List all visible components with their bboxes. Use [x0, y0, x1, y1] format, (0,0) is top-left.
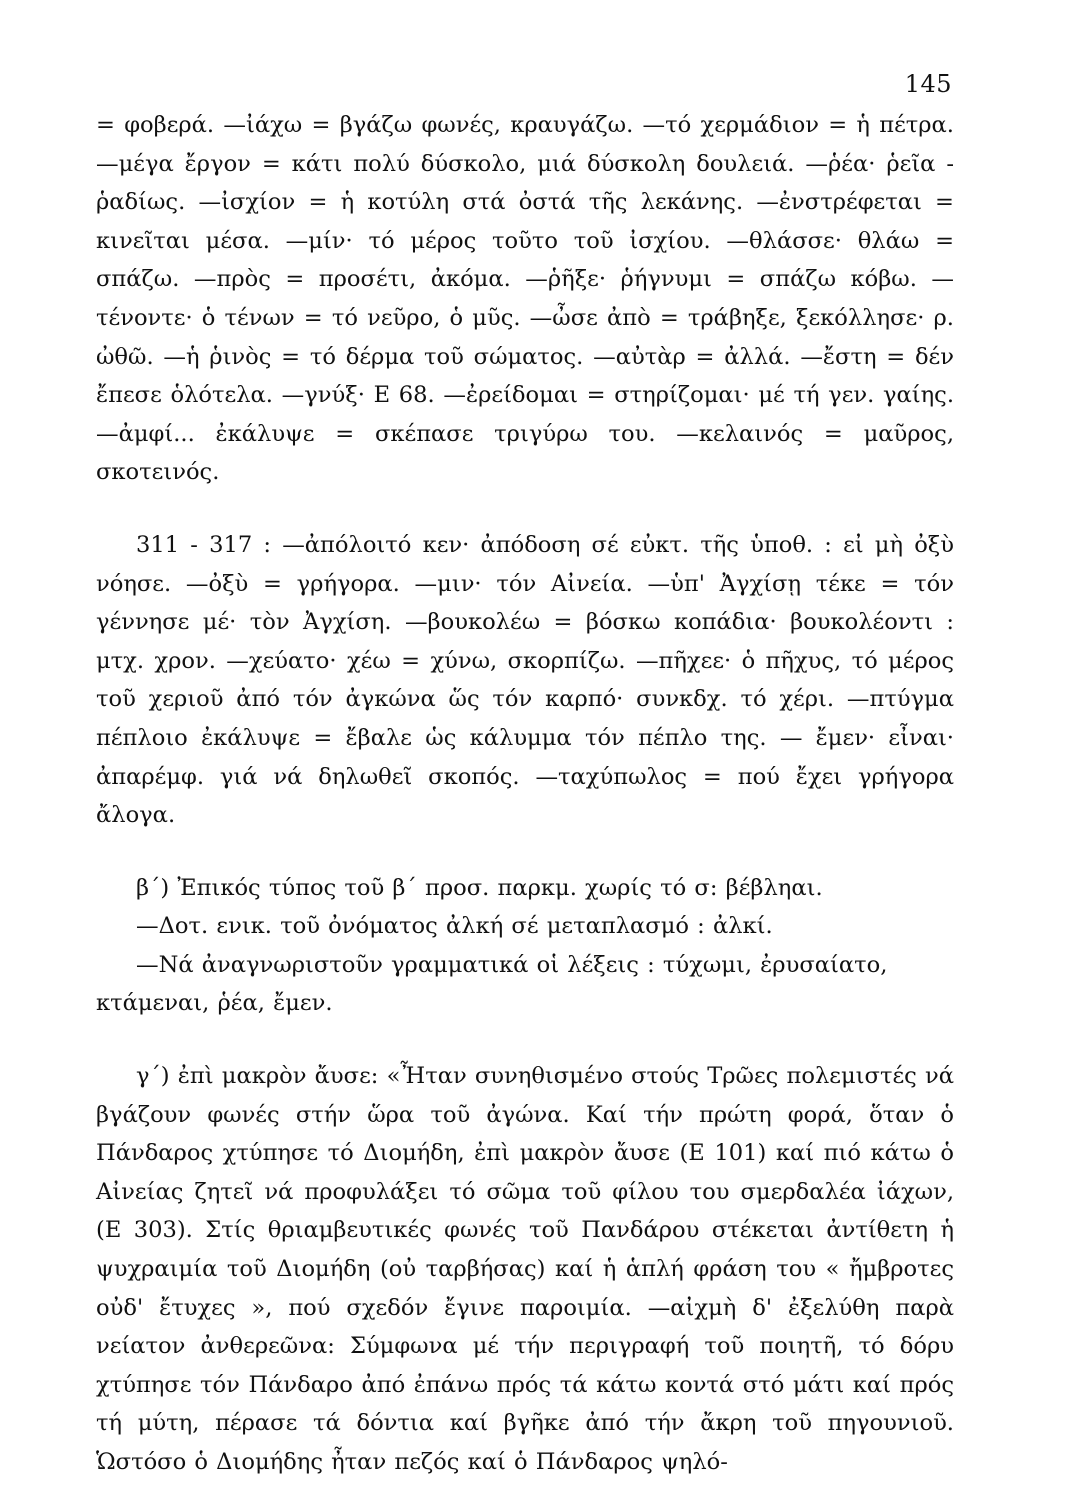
paragraph-exercise-beta: [96, 869, 954, 1023]
exercise-line: —Νά ἀναγνωριστοῦν γραμματικά οἱ λέξεις : τύχωμι, ἐρυσαίατο,: [136, 951, 888, 978]
page-number: 145: [904, 70, 952, 98]
exercise-line: κτάμεναι, ῥέα, ἔμεν.: [96, 990, 333, 1017]
paragraph-gap: [96, 835, 954, 869]
paragraph-glossary-1: = φοβερά. —ἰάχω = βγάζω φωνές, κραυγάζω. —τό χερμάδιον = ἡ πέτρα. —μέγα ἔργον = κάτι πολύ δύσκολο, μιά δύσκολη δουλειά. —ῥέα· ῥεῖα - ῥαδίως. —ἰσχίον = ἡ κοτύλη στά ὀστά τῆς λεκάνης. —ἐνστρέφεται = κινεῖται μέσα. —μίν· τό μέρος τοῦτο τοῦ ἰσχίου. —θλάσσε· θλάω = σπάζω. —πρὸς = προσέτι, ἀκόμα. —ῥῆξε· ῥήγνυμι = σπάζω κόβω. —τένοντε· ὁ τένων = τό νεῦρο, ὁ μῦς. —ὦσε ἀπὸ = τράβηξε, ξεκόλλησε· ρ. ὠθῶ. —ἡ ῥινὸς = τό δέρμα τοῦ σώματος. —αὐτὰρ = ἀλλά. —ἔστη = δέν ἔπεσε ὁλότελα. —γνύξ· Ε 68. —ἐρείδομαι = στηρίζομαι· μέ τή γεν. γαίης. —ἀμφί... ἐκάλυψε = σκέπασε τριγύρω του. —κελαινός = μαῦρος, σκοτεινός.: [96, 112, 954, 486]
text-column: [96, 106, 954, 1482]
paragraph-gap: [96, 492, 954, 526]
exercise-line: β΄) Ἐπικός τύπος τοῦ β΄ προσ. παρκμ. χωρίς τό σ: βέβληαι.: [136, 874, 823, 901]
paragraph-gap: [96, 1023, 954, 1057]
exercise-line: —Δοτ. ενικ. τοῦ ὀνόματος ἀλκή σέ μεταπλασμό : ἀλκί.: [136, 913, 773, 940]
paragraph-commentary-gamma: γ΄) ἐπὶ μακρὸν ἄυσε: «Ἦταν συνηθισμένο στούς Τρῶες πολεμιστές νά βγάζουν φωνές στήν ὥρα τοῦ ἀγώνα. Καί τήν πρώτη φορά, ὅταν ὁ Πάνδαρος χτύπησε τό Διομήδη, ἐπὶ μακρὸν ἄυσε (Ε 101) καί πιό κάτω ὁ Αἰνείας ζητεῖ νά προφυλάξει τό σῶμα τοῦ φίλου του σμερδαλέα ἰάχων, (Ε 303). Στίς θριαμβευτικές φωνές τοῦ Πανδάρου στέκεται ἀντίθετη ἡ ψυχραιμία τοῦ Διομήδη (οὐ ταρβήσας) καί ἡ ἁπλή φράση του « ἤμβροτες οὐδ' ἔτυχες », πού σχεδόν ἔγινε παροιμία. —αἰχμὴ δ' ἐξελύθη παρὰ νείατον ἀνθερεῶνα: Σύμφωνα μέ τήν περιγραφή τοῦ ποιητῆ, τό δόρυ χτύπησε τόν Πάνδαρο ἀπό ἐπάνω πρός τά κάτω κοντά στό μάτι καί πρός τή μύτη, πέρασε τά δόντια καί βγῆκε ἀπό τήν ἄκρη τοῦ πηγουνιοῦ. Ὡστόσο ὁ Διομήδης ἦταν πεζός καί ὁ Πάνδαρος ψηλό-: [96, 1063, 954, 1475]
paragraph-glossary-311-317: 311 - 317 : —ἀπόλοιτό κεν· ἀπόδοση σέ εὐκτ. τῆς ὑποθ. : εἰ μὴ ὀξὺ νόησε. —ὀξὺ = γρήγορα. —μιν· τόν Αἰνεία. —ὑπ' Ἀγχίσῃ τέκε = τόν γέννησε μέ· τὸν Ἀγχίση. —βουκολέω = βόσκω κοπάδια· βουκολέοντι : μτχ. χρον. —χεύατο· χέω = χύνω, σκορπίζω. —πῆχεε· ὁ πῆχυς, τό μέρος τοῦ χεριοῦ ἀπό τόν ἀγκώνα ὥς τόν καρπό· συνκδχ. τό χέρι. —πτύγμα πέπλοιο ἐκάλυψε = ἔβαλε ὡς κάλυμμα τόν πέπλο της. — ἔμεν· εἶναι· ἀπαρέμφ. γιά νά δηλωθεῖ σκοπός. —ταχύπωλος = πού ἔχει γρήγορα ἄλογα.: [96, 531, 954, 829]
